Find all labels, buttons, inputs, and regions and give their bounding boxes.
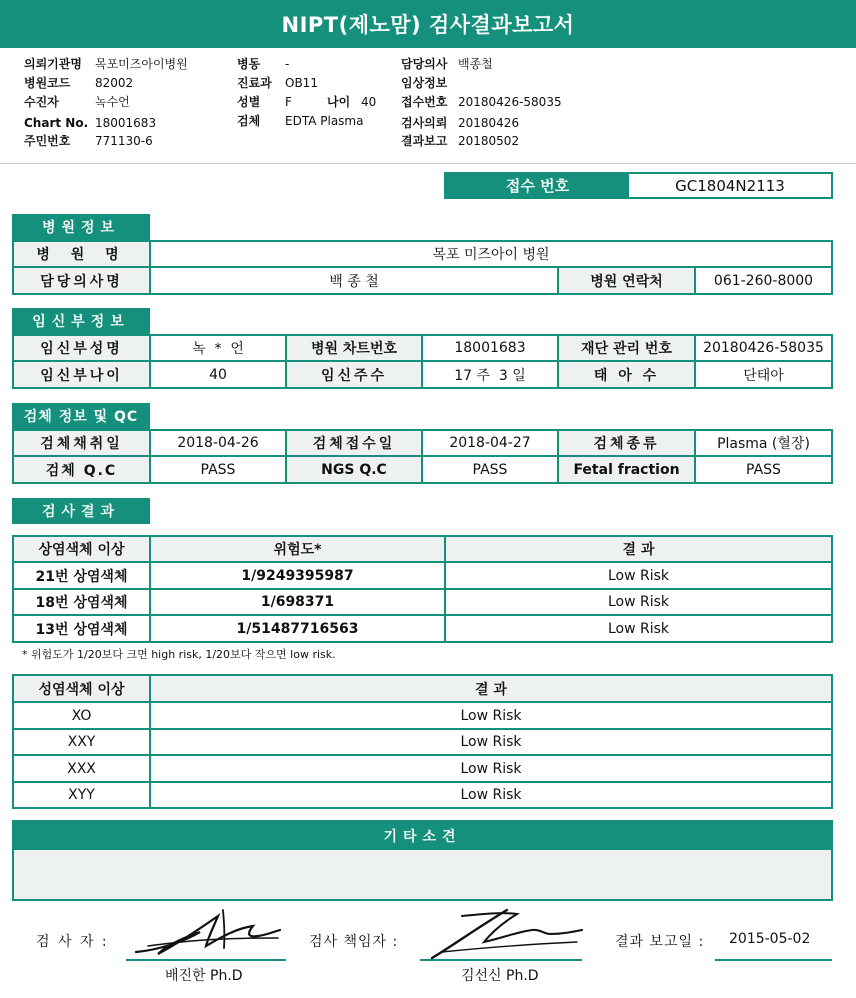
report-date: 2015-05-02 (729, 931, 811, 947)
chief-label: 검사 책임자 : (309, 934, 399, 950)
fetus-label: 태 아 수 (559, 362, 696, 387)
type-label: 검체종류 (559, 431, 696, 457)
table-row-label: 21번 상염색체 (14, 563, 151, 590)
tester-label: 검 사 자 : (36, 934, 109, 950)
result-value: Low Risk (151, 703, 831, 730)
age-value: 40 (151, 362, 287, 387)
mgmt-label: 재단 관리 번호 (559, 336, 696, 362)
autosome-table (12, 535, 833, 643)
fetus-value: 단태아 (743, 367, 784, 384)
section-pregnant: 임신부정보 (12, 308, 150, 334)
table-row-label: XXY (14, 730, 151, 756)
table-row-label: 13번 상염색체 (14, 616, 151, 641)
weeks-value: 17 주 3 일 (423, 362, 559, 387)
report-title: NIPT(제노맘) 검사결과보고서 (0, 0, 856, 48)
receipt-value: GC1804N2113 (675, 176, 785, 195)
risk-value: 1/698371 (151, 590, 446, 616)
chart-value: 18001683 (423, 336, 559, 362)
sex-chromosome-table (12, 674, 833, 809)
receipt-label: 접수 번호 (446, 174, 629, 197)
result-value: Low Risk (607, 620, 670, 637)
result-value: Low Risk (460, 787, 522, 803)
ff-label: Fetal fraction (559, 457, 696, 482)
chief-line (420, 959, 582, 961)
mgmt-value: 20180426-58035 (696, 336, 831, 362)
section-specimen: 검체 정보 및 QC (12, 403, 150, 429)
result-value: Low Risk (446, 563, 831, 590)
type-value: Plasma (혈장) (696, 431, 831, 457)
tester-line (126, 959, 286, 961)
chief-name: 김선신 Ph.D (461, 968, 539, 984)
ngs-value: PASS (423, 457, 559, 482)
chief-signature (422, 902, 587, 964)
other-findings-box (12, 820, 833, 901)
table-row-label: XYY (14, 783, 151, 807)
report-header: 의뢰기관명 목포미즈아이병원 병원코드 82002 수진자 녹수언 Chart No. 18001683 주민번호 771130-6 병동 - 진료과 OB11 성별 F 나이 40 검체 EDTA Plasma 담당의사 백종철 임상정보 접수번호 20180426-58035 검사의뢰 20180426 결과보고 20180502 (0, 48, 856, 164)
receive-value: 2018-04-27 (423, 431, 559, 457)
report-date-line (715, 959, 832, 961)
result-value: Low Risk (151, 756, 831, 783)
collect-value: 2018-04-26 (151, 431, 287, 457)
specimen-table (12, 429, 833, 484)
result-header: 결 과 (446, 537, 831, 563)
pregnant-name-label: 임신부성명 (14, 336, 151, 362)
hospital-table (12, 240, 833, 295)
receive-label: 검체접수일 (287, 431, 423, 457)
risk-value: 1/51487716563 (151, 616, 446, 641)
table-row-label: XO (14, 703, 151, 730)
table-row-label: XXX (14, 756, 151, 783)
risk-footnote: * 위험도가 1/20보다 크면 high risk, 1/20보다 작으면 low risk. (22, 648, 336, 661)
receipt-box (444, 172, 833, 199)
sex-header: 성염색체 이상 (14, 676, 151, 703)
hospital-name-label: 병 원 명 (14, 242, 151, 268)
doctor-name: 백 종 철 (151, 268, 559, 293)
ngs-label: NGS Q.C (287, 457, 423, 482)
qc-value: PASS (151, 457, 287, 482)
risk-value: 1/9249395987 (151, 563, 446, 590)
contact-label: 병원 연락처 (559, 268, 696, 293)
tester-name: 배진한 Ph.D (165, 968, 243, 984)
section-hospital: 병원정보 (12, 214, 150, 240)
pregnant-table (12, 334, 833, 389)
collect-label: 검체채취일 (14, 431, 151, 457)
sex-result-header: 결 과 (151, 676, 831, 703)
other-findings-text (14, 850, 831, 899)
hospital-name: 목포 미즈아이 병원 (151, 242, 831, 268)
doctor-label: 담당의사명 (14, 268, 151, 293)
chart-label: 병원 차트번호 (287, 336, 423, 362)
report-date-label: 결과 보고일 : (615, 934, 705, 950)
qc-label: 검체 Q.C (14, 457, 151, 482)
result-value: Low Risk (446, 590, 831, 616)
tester-signature (128, 902, 288, 964)
table-row-label: 18번 상염색체 (14, 590, 151, 616)
other-findings-title: 기타소견 (14, 822, 831, 850)
risk-header: 위험도* (151, 537, 446, 563)
section-results: 검사결과 (12, 498, 150, 524)
autosome-header: 상염색체 이상 (14, 537, 151, 563)
result-value: Low Risk (151, 730, 831, 756)
age-label: 임신부나이 (14, 362, 151, 387)
contact-value: 061-260-8000 (713, 272, 814, 289)
pregnant-name: 녹 * 언 (151, 336, 287, 362)
ff-value: PASS (746, 461, 781, 478)
weeks-label: 임신주수 (287, 362, 423, 387)
